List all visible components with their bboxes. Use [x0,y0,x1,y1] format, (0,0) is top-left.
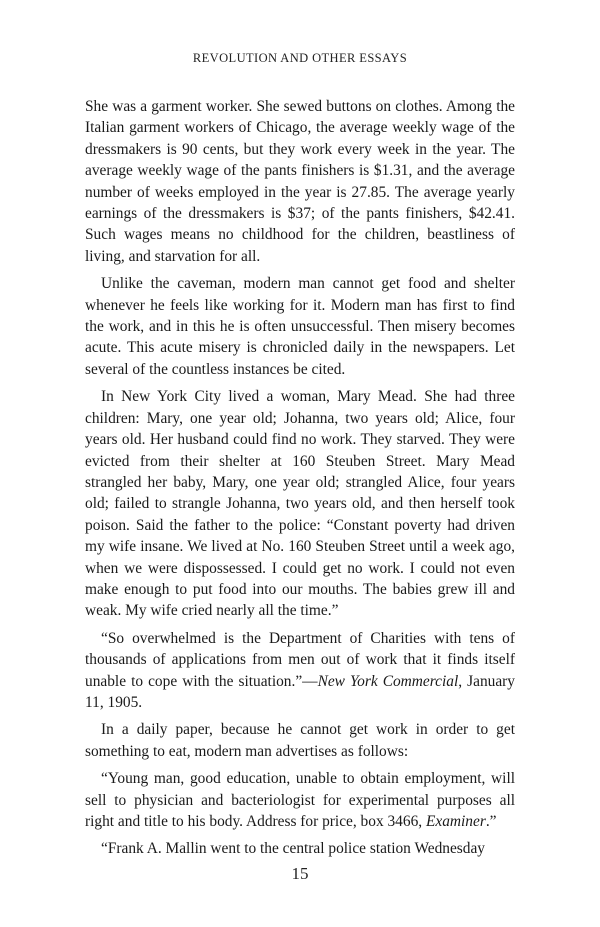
page-number: 15 [291,864,309,883]
source-citation: New York Commercial [317,672,459,690]
paragraph-7: “Frank A. Mallin went to the central police station Wednesday [101,840,485,858]
paragraph-4-text: “So overwhelmed is the Department of Charities with tens of thousands of applications from men out of work that it finds itself unable to cope with the situation.”— [85,629,515,690]
paragraph-2: Unlike the caveman, modern man cannot get food and shelter whenever he feels like working for it. Modern man has first to find the work, and in this he is often unsuccessful. Then misery becomes acute. This acute misery is chronicled daily in the newspapers. Let several of the countless instances be cited. [85,275,515,378]
paragraph-1: She was a garment worker. She sewed buttons on clothes. Among the Italian garment workers of Chicago, the average weekly wage of the dressmakers is 90 cents, but they work every week in the year. The average weekly wage of the pants finishers is $1.31, and the average number of weeks employed in the year is 27.85. The average yearly earnings of the dressmakers is $37; of the pants finishers, $42.41. Such wages means no childhood for the children, beastliness of living, and starvation for all. [85,98,515,265]
source-citation: Examiner [425,813,486,830]
paragraph-6 [85,768,515,832]
paragraph-5: In a daily paper, because he cannot get work in order to get something to eat, modern man advertises as follows: [85,721,515,760]
paragraph-4-date: , January 11, 1905. [85,672,515,711]
paragraph-6-end: .” [485,813,497,830]
body-text [85,96,515,860]
paragraph-6-text: “Young man, good education, unable to obtain employment, will sell to physician and bacteriologist for experimental purposes all right and title to his body. Address for price, box 3466, [85,770,515,830]
paragraph-4 [85,628,515,714]
paragraph-3: In New York City lived a woman, Mary Mead. She had three children: Mary, one year old; Johanna, two years old; Alice, four years old. Her husband could find no work. They starved. They were evicted from their shelter at 160 Steuben Street. Mary Mead strangled her baby, Mary, one year old; strangled Alice, four years old; failed to strangle Johanna, two years old, and then herself took poison. Said the father to the police: “Constant poverty had driven my wife insane. We lived at No. 160 Steuben Street until a week ago, when we were dispossessed. I could get no work. I could not even make enough to put food into our mouths. The babies grew ill and weak. My wife cried nearly all the time.” [85,388,515,620]
running-head: REVOLUTION AND OTHER ESSAYS [192,51,408,65]
